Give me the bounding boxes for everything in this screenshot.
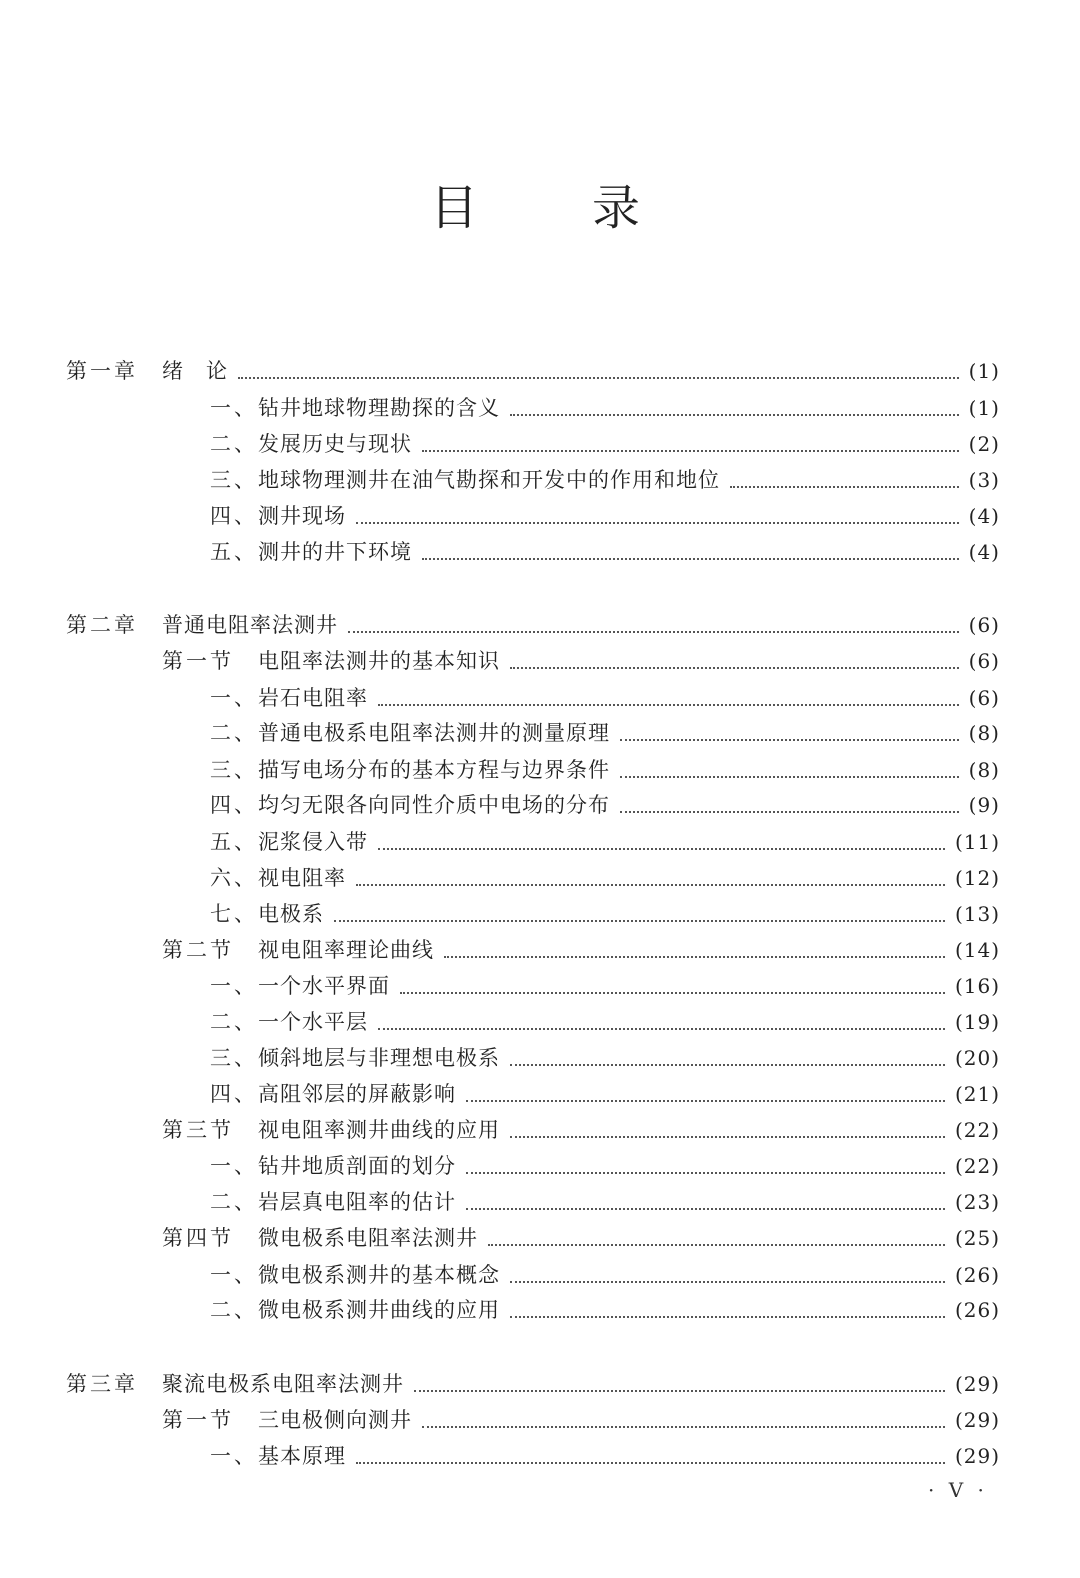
entry-text: 钻井地球物理勘探的含义 [258,396,500,420]
entry-page: (14) [954,938,1000,962]
toc-entry[interactable] [210,860,1000,892]
entry-page: (11) [954,830,1000,854]
leader-dots [510,1280,945,1283]
leader-dots [620,775,959,778]
entry-number: 第三章 [66,1372,138,1396]
entry-number: 第四节 [162,1226,234,1250]
toc-entry[interactable] [210,426,1000,458]
toc-entry[interactable] [210,787,1000,819]
toc-entry[interactable] [66,607,1000,639]
entry-text: 聚流电极系电阻率法测井 [162,1372,404,1396]
leader-dots [378,703,959,706]
entry-number: 三、 [210,468,258,492]
entry-page: (29) [954,1444,1000,1468]
entry-text: 钻井地质剖面的划分 [258,1154,456,1178]
toc-entry[interactable] [210,968,1000,1000]
entry-text: 一个水平界面 [258,974,390,998]
toc-entry[interactable] [210,1004,1000,1036]
leader-dots [488,1243,945,1246]
entry-number: 二、 [210,1010,258,1034]
title-char-1: 目 [430,180,479,236]
title-char-2: 录 [592,180,641,236]
entry-text: 普通电阻率法测井 [162,613,338,637]
entry-page: (9) [968,793,1000,817]
leader-dots [356,521,959,524]
entry-page: (23) [954,1190,1000,1214]
entry-number: 第二章 [66,613,138,637]
entry-text: 测井现场 [258,504,346,528]
entry-number: 四、 [210,1082,258,1106]
entry-page: (22) [954,1118,1000,1142]
leader-dots [422,1425,945,1428]
leader-dots [620,810,959,813]
leader-dots [466,1099,945,1102]
toc-entry[interactable] [210,680,1000,712]
leader-dots [444,955,945,958]
entry-text: 微电极系测井曲线的应用 [258,1298,500,1322]
leader-dots [620,738,959,741]
entry-page: (25) [954,1226,1000,1250]
entry-number: 第一章 [66,359,138,383]
leader-dots [510,1135,945,1138]
leader-dots [334,919,945,922]
toc-entry[interactable] [210,715,1000,747]
toc-entry[interactable] [210,824,1000,856]
toc-entry[interactable] [210,1076,1000,1108]
leader-dots [422,449,959,452]
toc-entry[interactable] [210,462,1000,494]
leader-dots [238,376,959,379]
entry-page: (3) [968,468,1000,492]
toc-entry[interactable] [210,1184,1000,1216]
entry-number: 第一节 [162,1408,234,1432]
leader-dots [466,1207,945,1210]
entry-page: (13) [954,902,1000,926]
toc-entry[interactable] [210,1438,1000,1470]
entry-number: 三、 [210,758,258,782]
entry-number: 五、 [210,540,258,564]
entry-number: 二、 [210,432,258,456]
entry-number: 一、 [210,1154,258,1178]
entry-number: 二、 [210,1298,258,1322]
leader-dots [730,485,959,488]
leader-dots [356,1461,945,1464]
entry-text: 视电阻率 [258,866,346,890]
toc-entry[interactable] [210,498,1000,530]
toc-entry[interactable] [162,932,1000,964]
entry-page: (6) [968,686,1000,710]
entry-text: 普通电极系电阻率法测井的测量原理 [258,721,610,745]
entry-page: (16) [954,974,1000,998]
leader-dots [510,413,959,416]
entry-number: 一、 [210,686,258,710]
toc-entry[interactable] [210,896,1000,928]
entry-text: 发展历史与现状 [258,432,412,456]
toc-entry[interactable] [66,1366,1000,1398]
entry-page: (26) [954,1263,1000,1287]
entry-text: 微电极系测井的基本概念 [258,1263,500,1287]
entry-page: (1) [968,396,1000,420]
entry-text: 倾斜地层与非理想电极系 [258,1046,500,1070]
entry-text: 视电阻率测井曲线的应用 [258,1118,500,1142]
toc-entry[interactable] [210,1040,1000,1072]
entry-number: 一、 [210,1263,258,1287]
leader-dots [378,1027,945,1030]
entry-page: (29) [954,1372,1000,1396]
entry-text: 微电极系电阻率法测井 [258,1226,478,1250]
entry-text: 电阻率法测井的基本知识 [258,649,500,673]
entry-text: 基本原理 [258,1444,346,1468]
entry-text: 岩石电阻率 [258,686,368,710]
leader-dots [466,1171,945,1174]
entry-number: 五、 [210,830,258,854]
entry-number: 第二节 [162,938,234,962]
entry-text: 三电极侧向测井 [258,1408,412,1432]
entry-page: (19) [954,1010,1000,1034]
entry-page: (4) [968,540,1000,564]
toc-entry[interactable] [210,1292,1000,1324]
entry-number: 四、 [210,793,258,817]
entry-text: 岩层真电阻率的估计 [258,1190,456,1214]
entry-text: 电极系 [258,902,324,926]
entry-number: 一、 [210,974,258,998]
entry-text: 均匀无限各向同性介质中电场的分布 [258,793,610,817]
entry-number: 六、 [210,866,258,890]
leader-dots [510,666,959,669]
leader-dots [510,1063,945,1066]
leader-dots [510,1315,945,1318]
entry-text: 描写电场分布的基本方程与边界条件 [258,758,610,782]
entry-text: 高阻邻层的屏蔽影响 [258,1082,456,1106]
entry-number: 二、 [210,721,258,745]
entry-page: (21) [954,1082,1000,1106]
entry-text: 视电阻率理论曲线 [258,938,434,962]
entry-text: 泥浆侵入带 [258,830,368,854]
entry-text: 地球物理测井在油气勘探和开发中的作用和地位 [258,468,720,492]
entry-page: (8) [968,721,1000,745]
entry-page: (26) [954,1298,1000,1322]
leader-dots [400,991,945,994]
entry-text: 测井的井下环境 [258,540,412,564]
entry-number: 二、 [210,1190,258,1214]
entry-number: 第一节 [162,649,234,673]
entry-page: (4) [968,504,1000,528]
toc-entry[interactable] [162,1112,1000,1144]
entry-number: 第三节 [162,1118,234,1142]
entry-number: 三、 [210,1046,258,1070]
entry-text: 绪 论 [162,359,228,383]
toc-entry[interactable] [210,1257,1000,1289]
toc-entry[interactable] [210,1148,1000,1180]
entry-number: 一、 [210,396,258,420]
toc-entry[interactable] [162,1220,1000,1252]
toc-entry[interactable] [162,643,1000,675]
toc-entry[interactable] [66,353,1000,385]
leader-dots [348,630,959,633]
toc-entry[interactable] [210,534,1000,566]
entry-page: (20) [954,1046,1000,1070]
entry-page: (12) [954,866,1000,890]
entry-page: (6) [968,649,1000,673]
entry-page: (2) [968,432,1000,456]
toc-entry[interactable] [210,390,1000,422]
entry-page: (6) [968,613,1000,637]
entry-number: 四、 [210,504,258,528]
toc-entry[interactable] [162,1402,1000,1434]
entry-page: (1) [968,359,1000,383]
leader-dots [414,1389,945,1392]
toc-entry[interactable] [210,752,1000,784]
entry-page: (22) [954,1154,1000,1178]
page-number-footer: · V · [928,1478,988,1502]
leader-dots [378,847,945,850]
leader-dots [422,557,959,560]
entry-page: (29) [954,1408,1000,1432]
leader-dots [356,883,945,886]
entry-text: 一个水平层 [258,1010,368,1034]
entry-number: 一、 [210,1444,258,1468]
entry-number: 七、 [210,902,258,926]
entry-page: (8) [968,758,1000,782]
